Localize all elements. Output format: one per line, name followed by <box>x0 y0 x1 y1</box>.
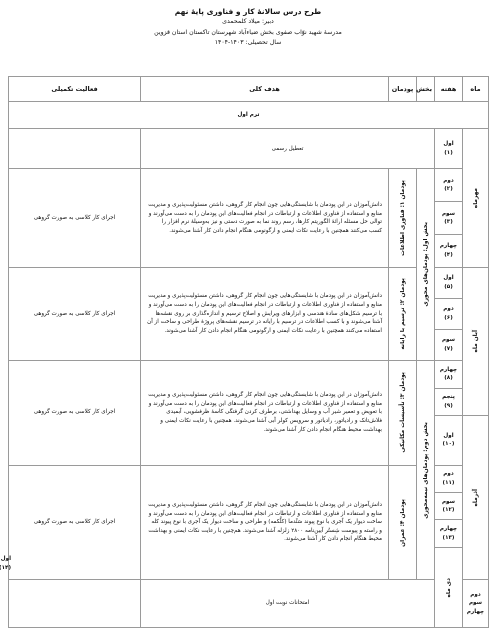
objective-4: دانش‌آموزان در این پودمان با شایستگی‌هایی چون انجام کار گروهی، داشتن مسئولیت‌پذیری و مدیریت منابع و استفاده از فناوری اطلاعات و ارتباطات در انجام فعالیت‌های این پودمان را به دست می‌آورند و ساخت دیوار یک آجری با نوع پیوند سَنِّدما (کلَّکمه) و طراحی و ساخت دیوار یک آجری با نوع پیوند کله و راسته و پیوست شِستُر آیین‌نامه ۲۸۰۰ زلزله آشنا می‌شوند. هم‌چنین با رعایت نکات ایمنی و بهداشت محیط هنگام انجام دادن کار آشنا می‌شوند. <box>141 465 389 580</box>
module-2: پودمان ۲: ترسیم با رایانه <box>389 267 417 360</box>
week-cell: پنجم (۹) <box>435 388 463 415</box>
document-header <box>0 6 496 49</box>
col-module: پودمان <box>389 77 417 102</box>
week-cell: سوم (۱۲) <box>435 492 463 519</box>
section-1: بخش اول: پودمان‌های محوری <box>417 169 435 361</box>
activity-cell <box>9 129 141 169</box>
activity-3: اجرای کار کلاسی به صورت گروهی <box>9 361 141 465</box>
week-cell: اول (۱) <box>435 129 463 169</box>
col-activity: فعالیت تکمیلی <box>9 77 141 102</box>
month-dey: دی ماه <box>435 547 463 627</box>
table-row <box>9 129 489 169</box>
activity-2: اجرای کار کلاسی به صورت گروهی <box>9 267 141 360</box>
document-title: طرح درس سالانهٔ کار و فناوری پایهٔ نهم <box>174 7 322 16</box>
week-cell: دوم (۱۱) <box>435 465 463 492</box>
col-week: هفته <box>435 77 463 102</box>
month-mehr: مهرماه <box>463 129 489 267</box>
col-section: بخش <box>417 77 435 102</box>
week-cell: چهارم (۸) <box>435 361 463 388</box>
school-name: مدرسهٔ شهید نوّاب صفوی بخش ضیاءآباد شهرستان تاکستان استان قزوین <box>154 28 342 36</box>
module-3: پودمان ۳: تأسیسات مکانیکی <box>389 361 417 465</box>
term-row <box>9 101 489 128</box>
objective-3: دانش‌آموزان در این پودمان با شایستگی‌هایی چون انجام کار گروهی، داشتن مسئولیت‌پذیری و مدیریت منابع و استفاده از فناوری اطلاعات و ارتباطات در انجام فعالیت‌های این پودمان را به دست می‌آورند و با تعویض و تعمیر شیر آب و وسایل بهداشتی، برطرف کردن گرفتگی کاسهٔ ظرفشویی، آبمیدی فلاش‌تانک و رادیاتور، رادیاتور و سرویس کولر آبی آشنا می‌شوند. همچنین با رعایت نکات ایمنی و بهداشت محیط هنگام انجام دادن کار آشنا می‌شوند. <box>141 361 389 465</box>
week-cell: دوم (۶) <box>435 298 463 329</box>
table-row <box>9 361 489 388</box>
table-row: دی ماه اول (۱۴ <box>9 547 489 579</box>
table-row <box>9 580 489 628</box>
activity-4: اجرای کار کلاسی به صورت گروهی <box>9 465 141 580</box>
col-objective: هدف کلی <box>141 77 389 102</box>
term-label: ترم اول <box>9 101 489 128</box>
table-header-row <box>9 77 489 102</box>
teacher-name: دبیر: میلاد کلمحمدی <box>222 18 274 25</box>
activity-1: اجرای کار کلاسی به صورت گروهی <box>9 169 141 267</box>
school-year: سال تحصیلی: ۱۴۰۳-۱۴۰۴ <box>214 39 282 46</box>
lesson-plan-table <box>0 76 489 628</box>
exam-cell: امتحانات نوبت اول <box>141 580 435 628</box>
activity-cell <box>9 580 141 628</box>
week-cell: دوم (۲) <box>435 169 463 202</box>
week-cell: چهارم (۴) <box>435 235 463 268</box>
objective-1: دانش‌آموزان در این پودمان با شایستگی‌هایی چون انجام کار گروهی، داشتن مسئولیت‌پذیری و مدیریت منابع و استفاده از فناوری اطلاعات و ارتباطات در انجام فعالیت‌های این پودمان را به دست می‌آورند و توالی حل مسئله ارائهٔ الگوریتم کارها، رسم روند نما به صورت دستی و نیز به‌وسیلهٔ نرم افزار را کسب می‌کنند همچنین با رعایت نکات ایمنی و ارگونومی هنگام انجام دادن کار آشنا می‌شوند. <box>141 169 389 267</box>
month-aban: آبان ماه <box>463 267 489 415</box>
week-cell: اول (۵) <box>435 267 463 298</box>
week-cell: اول (۱۰) <box>435 415 463 465</box>
table-row <box>9 169 489 202</box>
col-month: ماه <box>463 77 489 102</box>
month-azar: آذرماه <box>463 415 489 579</box>
module-1: پودمان ۱: فناوری اطلاعات <box>389 169 417 267</box>
week-cell: دوم سوم چهارم <box>463 580 489 628</box>
holiday-cell: تعطیل رسمی <box>141 129 435 169</box>
module-4: پودمان ۴: عمران <box>389 465 417 580</box>
week-cell: چهارم (۱۳) <box>435 520 463 547</box>
week-cell: سوم (۷) <box>435 329 463 360</box>
objective-2: دانش‌آموزان در این پودمان با شایستگی‌هایی چون انجام کار گروهی، داشتن مسئولیت‌پذیری و مدیریت منابع و استفاده از فناوری اطلاعات و ارتباطات در انجام فعالیت‌های این پودمان را به دست می‌آورند و با ترسیم شکل‌های سادهٔ هندسی و ابزارهای ویرایش و اصلاح ترسیم و اندازه‌گذاری بر روی نقشه‌ها آشنا می‌شوند و با کسب اطلاعات در ترسیم با رایانه در ترسیم نقشه‌های پروژهٔ طراحی و ساخت از آن استفاده می‌کنند همچنین با رعایت نکات ایمنی و ارگونومی هنگام انجام دادن کار آشنا می‌شوند. <box>141 267 389 360</box>
section-2: بخش دوم: پودمان‌های نیمه‌محوری <box>417 361 435 580</box>
week-cell: سوم (۳) <box>435 202 463 235</box>
